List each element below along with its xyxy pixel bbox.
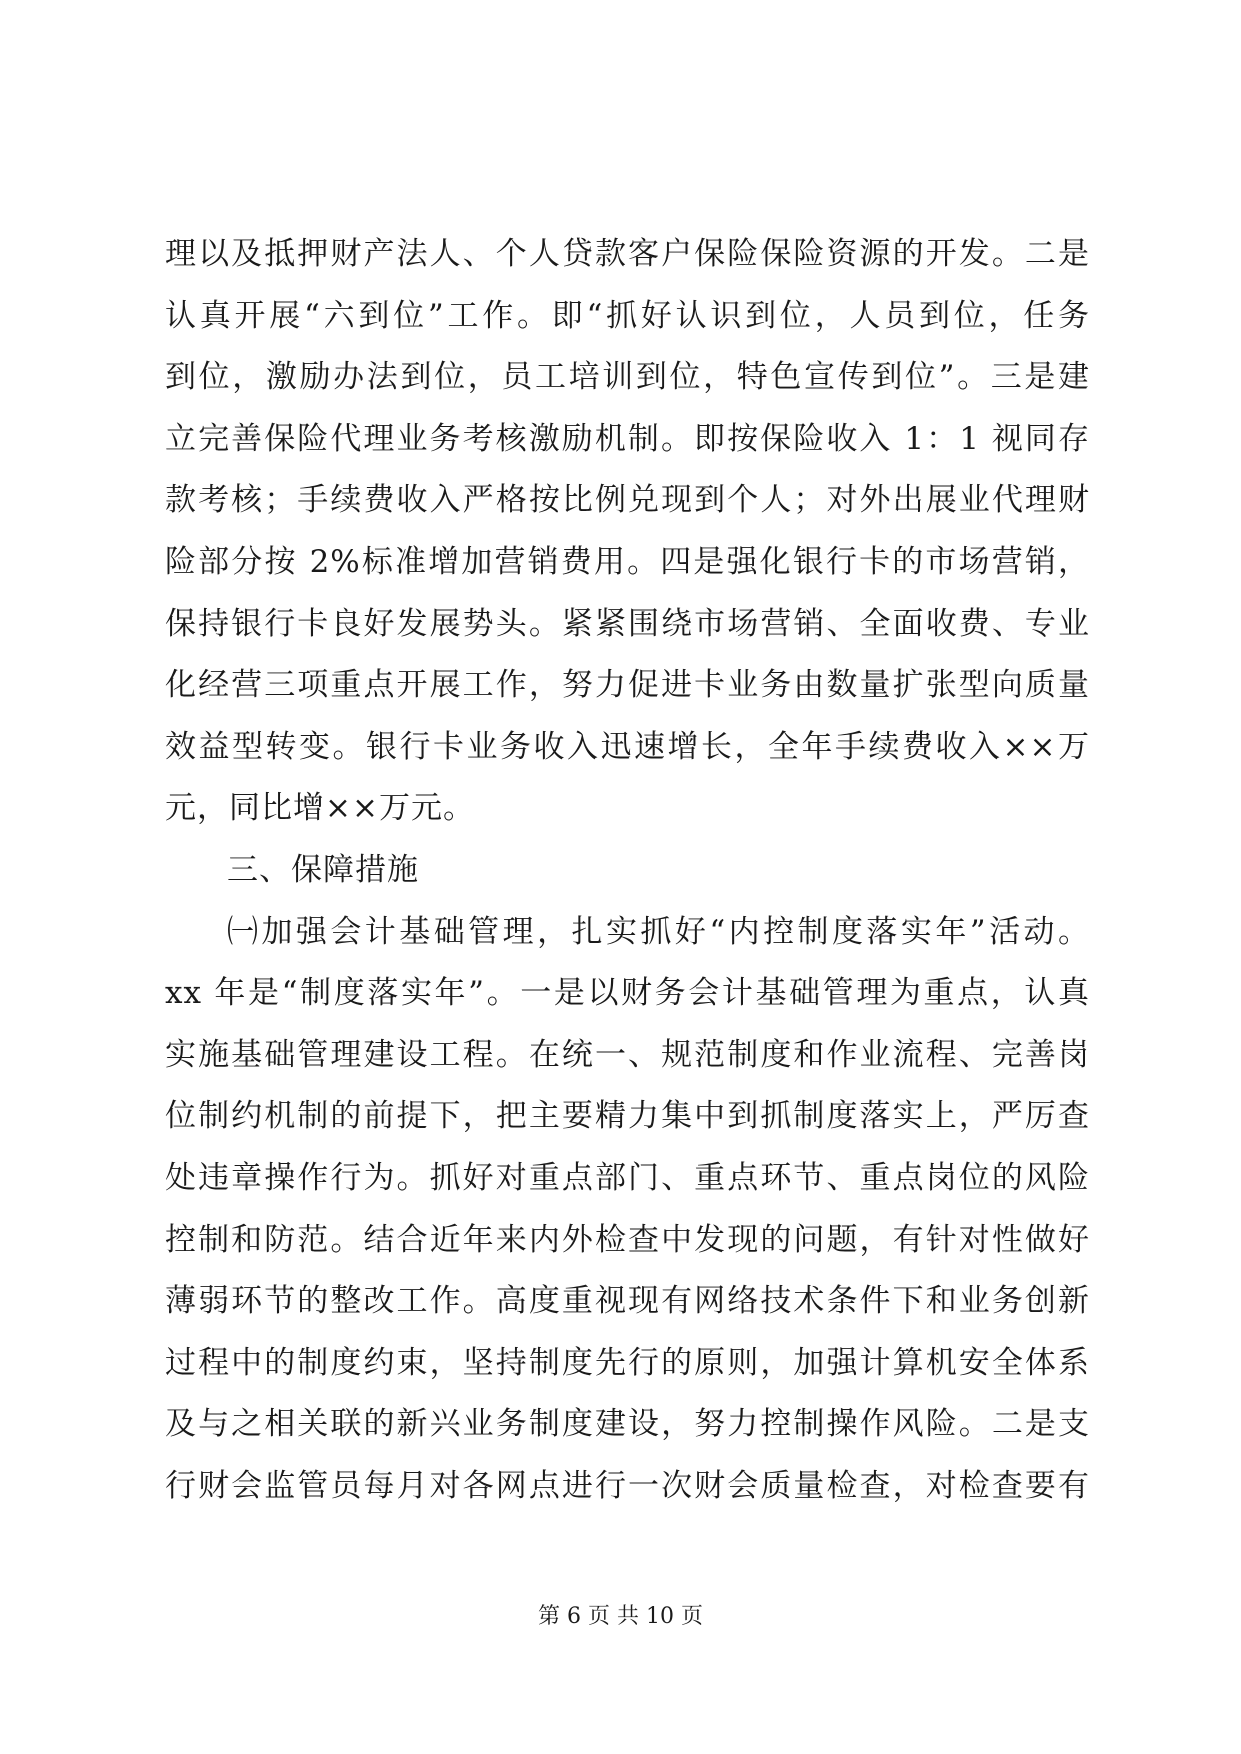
- text-line: 到位，激励办法到位，员工培训到位，特色宣传到位”。三是建: [165, 359, 1090, 396]
- text-line: 实施基础管理建设工程。在统一、规范制度和作业流程、完善岗: [165, 1036, 1090, 1073]
- text-line: 及与之相关联的新兴业务制度建设，努力控制操作风险。二是支: [165, 1406, 1090, 1443]
- text-line: 行财会监管员每月对各网点进行一次财会质量检查，对检查要有: [165, 1467, 1090, 1504]
- text-line: 控制和防范。结合近年来内外检查中发现的问题，有针对性做好: [165, 1221, 1090, 1258]
- text-line: 保持银行卡良好发展势头。紧紧围绕市场营销、全面收费、专业: [165, 605, 1090, 642]
- text-line: 立完善保险代理业务考核激励机制。即按保险收入 1：1 视同存: [165, 420, 1090, 457]
- text-line: 过程中的制度约束，坚持制度先行的原则，加强计算机安全体系: [165, 1344, 1090, 1381]
- text-line: 理以及抵押财产法人、个人贷款客户保险保险资源的开发。二是: [165, 236, 1090, 272]
- text-line: 薄弱环节的整改工作。高度重视现有网络技术条件下和业务创新: [165, 1283, 1090, 1320]
- page-number-footer: 第 6 页 共 10 页: [538, 1604, 703, 1629]
- text-line: 处违章操作行为。抓好对重点部门、重点环节、重点岗位的风险: [165, 1159, 1090, 1196]
- text-line: ㈠加强会计基础管理，扎实抓好“内控制度落实年”活动。: [227, 913, 1090, 950]
- text-line: 认真开展“六到位”工作。即“抓好认识到位，人员到位，任务: [165, 297, 1090, 334]
- body-text: [165, 224, 1090, 1517]
- text-line: 位制约机制的前提下，把主要精力集中到抓制度落实上，严厉查: [165, 1098, 1090, 1135]
- text-line: 化经营三项重点开展工作，努力促进卡业务由数量扩张型向质量: [165, 667, 1090, 704]
- text-line: 险部分按 2%标准增加营销费用。四是强化银行卡的市场营销，: [165, 543, 1090, 580]
- text-line: 效益型转变。银行卡业务收入迅速增长，全年手续费收入××万: [165, 728, 1090, 765]
- text-line: 款考核；手续费收入严格按比例兑现到个人；对外出展业代理财: [165, 482, 1090, 519]
- section-heading: 三、保障措施: [227, 851, 419, 888]
- text-line: xx 年是“制度落实年”。一是以财务会计基础管理为重点，认真: [165, 975, 1090, 1012]
- text-line: 元，同比增××万元。: [165, 790, 475, 827]
